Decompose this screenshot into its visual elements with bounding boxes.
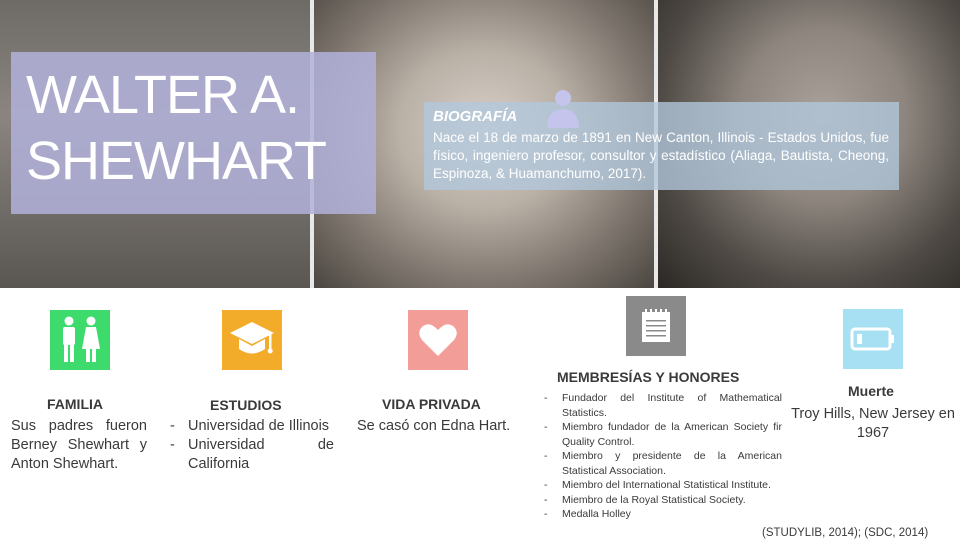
muerte-title: Muerte <box>848 383 894 399</box>
biography-heading: BIOGRAFÍA <box>433 108 518 125</box>
battery-icon <box>843 309 903 369</box>
list-item: - Fundador del Institute of Mathematical Statistics. <box>543 391 782 420</box>
list-item: - Miembro fundador de la American Society fir Quality Control. <box>543 420 782 449</box>
estudios-list <box>168 417 334 474</box>
citation: (STUDYLIB, 2014); (SDC, 2014) <box>762 527 929 539</box>
list-item: - Universidad de Illinois <box>168 417 334 436</box>
familia-title: FAMILIA <box>47 396 103 412</box>
membresias-title: MEMBRESÍAS Y HONORES <box>557 369 740 385</box>
list-item: - Miembro de la Royal Statistical Society. <box>543 493 782 508</box>
graduation-cap-icon <box>222 310 282 370</box>
muerte-text: Troy Hills, New Jersey en 1967 <box>791 406 955 441</box>
list-item: - Medalla Holley <box>543 507 782 522</box>
heart-icon <box>408 310 468 370</box>
list-item: - Miembro del International Statistical Institute. <box>543 478 782 493</box>
page-title: WALTER A. SHEWHART <box>26 65 327 191</box>
list-item: - Miembro y presidente de la American Statistical Association. <box>543 449 782 478</box>
familia-text: Sus padres fueron Berney Shewhart y Anton Shewhart. <box>11 418 147 472</box>
person-icon <box>545 88 581 128</box>
vida-privada-text: Se casó con Edna Hart. <box>357 418 511 434</box>
list-item: - Universidad de California <box>168 436 334 474</box>
biography-text: Nace el 18 de marzo de 1891 en New Canton, Illinois - Estados Unidos, fue físico, ingeniero profesor, consultor y estadístico (Aliaga, Bautista, Cheong, Espinoza, & Huamanchumo, 2017). <box>433 130 889 181</box>
membresias-list <box>543 391 782 522</box>
family-icon <box>50 310 110 370</box>
notepad-icon <box>626 296 686 356</box>
estudios-title: ESTUDIOS <box>210 397 282 413</box>
vida-privada-title: VIDA PRIVADA <box>382 396 481 412</box>
